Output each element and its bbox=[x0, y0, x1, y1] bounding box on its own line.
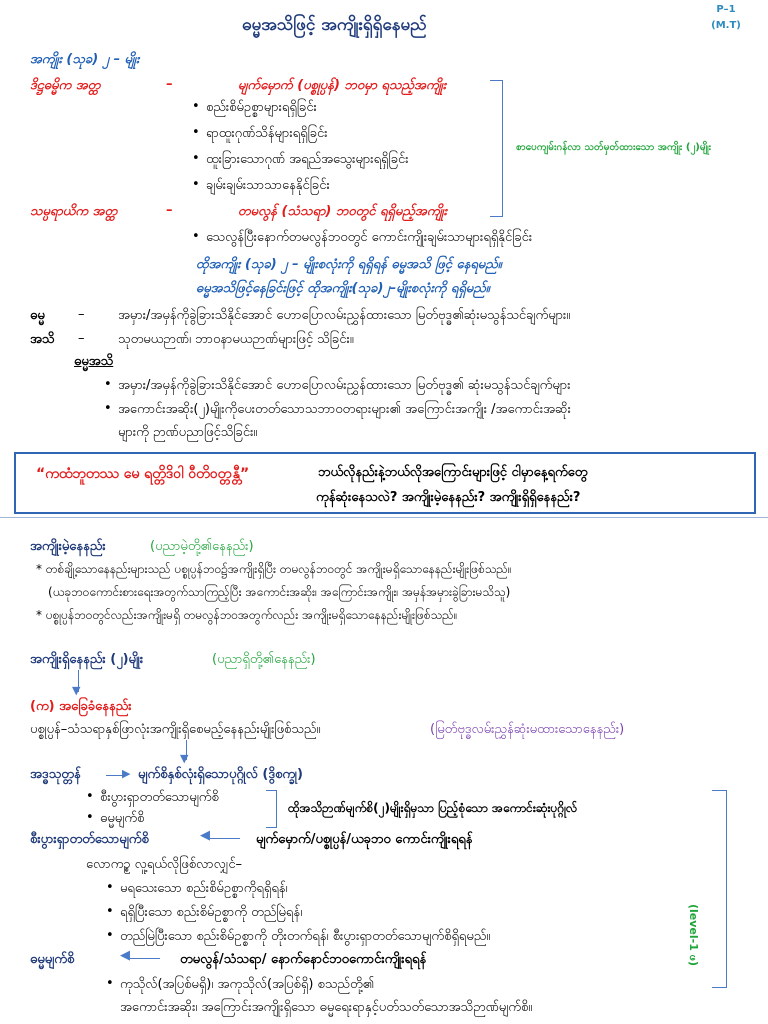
dhamma-asi-item-cont: များကို ဉာဏ်ပညာဖြင့်သိခြင်း။ bbox=[118, 425, 258, 440]
right-arrow-icon: ▶ bbox=[122, 767, 131, 780]
down-arrow-icon: ▼ bbox=[180, 752, 189, 765]
page-title: ဓမ္မအသိဖြင့် အကျိုးရှိရှိနေမည် bbox=[242, 15, 427, 35]
dhamma-item-cont: အကောင်းအဆိုး၊ အကြောင်းအကျိုးရှိသော ဓမ္မရေးရာနှင့်ပတ်သတ်သောအသိဉာဏ်မျက်စိ။ bbox=[120, 1000, 533, 1015]
level-tag: (level-1 ဖ) bbox=[687, 904, 700, 967]
summary-line-2: ဓမ္မအသိဖြင့်နေခြင်းဖြင့် ထိုအကျိုး(သုခ)၂–မျိုးစလုံးကို ရရှိမည်။ bbox=[196, 281, 490, 296]
useless-line-2: (ယခုဘဝကောင်းစားရေးအတွက်သာကြည့်ပြီး အကောင်းအဆိုး၊ အကြောင်းအကျိုး၊ အမှန်အမှားခွဲခြားမသိသူ) bbox=[48, 585, 511, 599]
wealth-item: • မရသေးသော စည်းစိမ်ဥစ္စာကိုရရှိရန်၊ bbox=[120, 880, 288, 899]
present-item: • စည်းစိမ်ဥစ္စာများရရှိခြင်း bbox=[206, 99, 317, 118]
definition-dash: – bbox=[78, 307, 85, 322]
benefit-brace bbox=[490, 80, 503, 217]
summary-line-1: ထိုအကျိုး (သုခ) ၂ – မျိုးစလုံးကို ရရှိရန် ဓမ္မအသိ ဖြင့် နေရမည်။ bbox=[196, 257, 502, 272]
benefit-brace-note: စာပေကျမ်းဂန်လာ သတ်မှတ်ထားသော အကျိုး (၂)မျိုး bbox=[516, 142, 712, 153]
basic-way-text: ပစ္စုပ္ပန်–သံသရာနှစ်ဖြာလုံးအကျိုးရှိစေမည့်နေနည်းမျိုးဖြစ်သည်။ bbox=[30, 722, 321, 737]
definition-text: အမှား/အမှန်ကိုခွဲခြားသိနိုင်အောင် ဟောပြောလမ်းညွှန်ထားသော မြတ်ဗုဒ္ဓ၏ဆုံးမသွန်သင်ချက်များ။ bbox=[118, 308, 571, 323]
worldly-intro: လောကဥ္စ လူ့ရယ်လိုဖြစ်လာလျှင်– bbox=[86, 857, 243, 872]
left-arrow-icon: ◀ bbox=[200, 828, 210, 843]
left-arrow-icon: ◀ bbox=[120, 948, 130, 963]
useless-heading: အကျိုးမဲ့နေနည်း bbox=[30, 539, 106, 554]
quote-line-1: ဘယ်လိုနည်းနဲ့ဘယ်လိုအကြောင်းများဖြင့် ငါမှာနေ့ရက်တွေ bbox=[318, 465, 588, 480]
useful-heading: အကျိုးရှိနေနည်း (၂)မျိုး bbox=[30, 652, 144, 667]
useless-line-1: * တစ်ချို့သောနေနည်းများသည် ပစ္စုပ္ပန်ဘဝ၌အကျိုးရှိပြီး တမလွန်ဘဝတွင် အကျိုးမရှိသောနေနည်းမျိုးဖြစ်သည်။ bbox=[36, 562, 512, 576]
useless-line-3: * ပစ္စုပ္ပန်ဘဝတွင်လည်းအကျိုးမရှိ တမလွန်ဘဝအတွက်လည်း အကျိုးမရှိသောနေနည်းမျိုးဖြစ်သည်။ bbox=[36, 608, 458, 622]
quote-line-2: ကုန်ဆုံးနေသလဲ? အကျိုးမဲ့နေနည်း? အကျိုးရှိရှိနေနည်း? bbox=[316, 490, 581, 505]
definition-text: သုတမယဉာဏ်၊ ဘာဝနာမယဉာဏ်များဖြင့် သိခြင်း။ bbox=[118, 332, 354, 347]
page-number: P–1 bbox=[716, 4, 736, 15]
benefit-types-heading: အကျိုး (သုခ) ၂ – မျိုး bbox=[30, 52, 140, 67]
quote-pali: “ကထံဘူတဿ မေ ရတ္တိဒိဝါ ဝီတိဝတ္တန္တီ” bbox=[36, 466, 250, 482]
definition-term: အသိ bbox=[30, 332, 55, 347]
section-divider bbox=[0, 517, 768, 518]
dhamma-item: • ကုသိုလ်(အပြစ်မရှိ)၊ အကုသိုလ်(အပြစ်ရှိ) စသည်တို့၏ bbox=[120, 976, 374, 995]
present-benefit-desc: မျက်မှောက် (ပစ္စုပ္ပန်) ဘဝမှာ ရသည့်အကျိုး bbox=[238, 78, 447, 93]
eye-item: • ဓမ္မမျက်စိ bbox=[100, 810, 144, 829]
basic-way-note: (မြတ်ဗုဒ္ဓလမ်းညွှန်ဆုံးမထားသောနေနည်း) bbox=[430, 722, 625, 737]
dhamma-asi-heading: ဓမ္မအသိ bbox=[74, 354, 114, 369]
present-item: • ချမ်းချမ်းသာသာနေနိုင်ခြင်း bbox=[206, 177, 330, 196]
left-arrow-line bbox=[210, 838, 240, 839]
dhamma-asi-item: • အကောင်းအဆိုး(၂)မျိုးကိုပေးတတ်သောသဘာဝတရားများ၏ အကြောင်းအကျိုး /အကောင်းအဆိုး bbox=[118, 401, 571, 420]
dhamma-eye-target: တမလွန်/သံသရာ/ နောက်နောင်ဘဝကောင်းကျိုးရရန် bbox=[180, 952, 427, 967]
present-item: • ရာထူးဂုဏ်သိန်များရရှိခြင်း bbox=[206, 125, 328, 144]
present-item: • ထူးခြားသောဂုဏ် အရည်အသွေးများရရှိခြင်း bbox=[206, 151, 409, 170]
wealth-eye-target: မျက်မှောက်/ပစ္စုပ္ပန်/ယခုဘဝ ကောင်းကျိုးရရန် bbox=[256, 832, 473, 847]
useless-heading-note: (ပညာမဲ့တို့၏နေနည်း) bbox=[150, 539, 254, 554]
wealth-item: • ရရှိပြီးသော စည်းစိမ်ဥစ္စာကို တည်မြဲရန်၊ bbox=[120, 904, 302, 923]
left-arrow-line bbox=[130, 958, 160, 959]
definition-dash: – bbox=[78, 331, 85, 346]
eye-brace bbox=[266, 790, 277, 828]
present-benefit-dash: – bbox=[166, 77, 173, 92]
dhamma-eye-label: ဓမ္မမျက်စိ bbox=[30, 952, 75, 967]
basic-way-label: (က) အခြေခံနေနည်း bbox=[30, 699, 132, 714]
wealth-item: • တည်မြဲပြီးသော စည်းစိမ်ဥစ္စာကို တိုးတက်ရန်၊ စီးပွားရှာတတ်သောမျက်စိရှိရမည်။ bbox=[120, 928, 490, 947]
future-benefit-label: သမ္ပရာယိက အတ္ထ bbox=[30, 204, 118, 219]
useful-heading-note: (ပညာရှိတို့၏နေနည်း) bbox=[212, 652, 316, 667]
future-benefit-desc: တမလွန် (သံသရာ) ဘဝတွင် ရရှိမည့်အကျိုး bbox=[238, 204, 447, 219]
eye-note: ထိုအသိဉာဏ်မျက်စိ(၂)မျိုးရှိမှသာ ပြည့်စုံသော အကောင်းဆုံးပုဂ္ဂိုလ် bbox=[288, 801, 578, 815]
level-brace bbox=[712, 790, 727, 988]
down-arrow-icon: ▼ bbox=[72, 684, 81, 697]
wealth-eye-label: စီးပွားရှာတတ်သောမျက်စိ bbox=[30, 832, 149, 847]
present-benefit-label: ဒိဋ္ဌဓမ္မိက အတ္ထ bbox=[30, 78, 101, 93]
future-item: • သေလွန်ပြီးနောက်တမလွန်ဘဝတွင် ကောင်းကျိုးချမ်းသာများရရှိနိုင်ခြင်း bbox=[206, 229, 532, 248]
ubhayattha-target: မျက်စိနှစ်လုံးရှိသောပုဂ္ဂိုလ် (ဒွိစက္ခု) bbox=[138, 767, 303, 782]
ubhayattha-label: အဒ္ဓသုတ္တန် bbox=[30, 767, 81, 782]
dhamma-asi-item: • အမှား/အမှန်ကိုခွဲခြားသိနိုင်အောင် ဟောပြောလမ်းညွှန်ထားသော မြတ်ဗုဒ္ဓ၏ ဆုံးမသွန်သင်ချက်များ bbox=[118, 377, 571, 396]
eye-item: • စီးပွားရှာတတ်သောမျက်စိ bbox=[100, 789, 219, 808]
page-tag: (M.T) bbox=[711, 20, 741, 31]
future-benefit-dash: – bbox=[166, 203, 173, 218]
definition-term: ဓမ္မ bbox=[30, 308, 45, 323]
